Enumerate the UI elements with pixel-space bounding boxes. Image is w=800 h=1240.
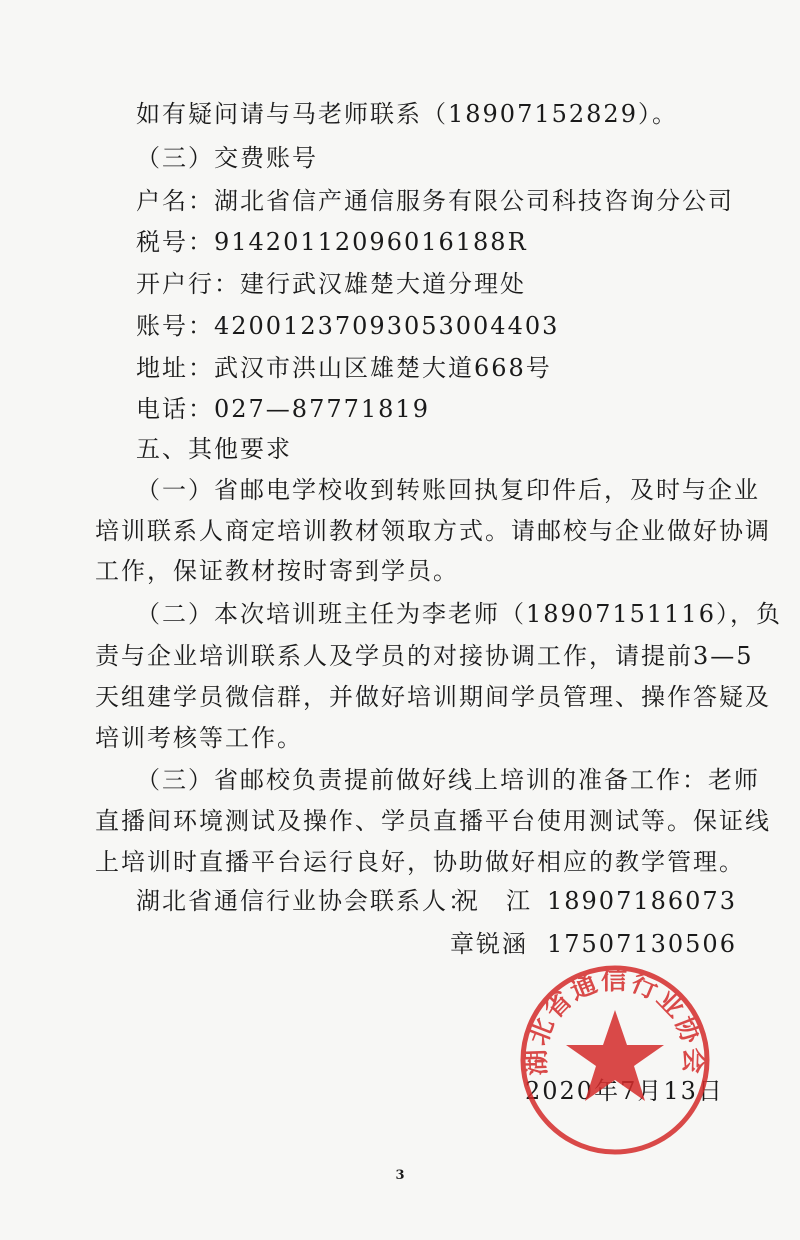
text-line: 如有疑问请与马老师联系（18907152829）。 bbox=[136, 100, 678, 128]
contact-name: 祝 江 bbox=[454, 887, 532, 915]
contact-label: 湖北省通信行业协会联系人： bbox=[136, 887, 474, 915]
text-line: 工作，保证教材按时寄到学员。 bbox=[95, 557, 459, 585]
page-number: 3 bbox=[395, 1168, 405, 1183]
text-line: 天组建学员微信群，并做好培训期间学员管理、操作答疑及 bbox=[95, 683, 771, 711]
text-line: 税号：91420112096016188R bbox=[136, 228, 528, 256]
text-line: 地址：武汉市洪山区雄楚大道668号 bbox=[136, 354, 552, 382]
text-line: 账号：42001237093053004403 bbox=[136, 312, 560, 340]
section-heading: （三）交费账号 bbox=[136, 144, 318, 172]
seal-star-icon bbox=[566, 1010, 664, 1101]
text-line: （二）本次培训班主任为李老师（18907151116），负 bbox=[136, 600, 782, 628]
contact-phone: 17507130506 bbox=[547, 930, 737, 958]
official-seal bbox=[510, 955, 720, 1165]
text-line: （一）省邮电学校收到转账回执复印件后，及时与企业 bbox=[136, 476, 760, 504]
text-line: 培训联系人商定培训教材领取方式。请邮校与企业做好协调 bbox=[95, 517, 771, 545]
contact-name: 章锐涵 bbox=[450, 930, 528, 958]
text-line: 开户行：建行武汉雄楚大道分理处 bbox=[136, 270, 526, 298]
text-line: 户名：湖北省信产通信服务有限公司科技咨询分公司 bbox=[136, 187, 734, 215]
text-line: （三）省邮校负责提前做好线上培训的准备工作：老师 bbox=[136, 766, 760, 794]
text-line: 直播间环境测试及操作、学员直播平台使用测试等。保证线 bbox=[95, 807, 771, 835]
text-line: 电话：027—87771819 bbox=[136, 395, 430, 423]
section-heading: 五、其他要求 bbox=[136, 435, 292, 463]
text-line: 培训考核等工作。 bbox=[95, 724, 303, 752]
seal-text: 湖北省通信行业协会 bbox=[521, 965, 709, 1076]
text-line: 上培训时直播平台运行良好，协助做好相应的教学管理。 bbox=[95, 848, 745, 876]
document-date: 2020年7月13日 bbox=[525, 1077, 724, 1105]
text-line: 责与企业培训联系人及学员的对接协调工作，请提前3—5 bbox=[95, 642, 754, 670]
contact-phone: 18907186073 bbox=[547, 887, 737, 915]
